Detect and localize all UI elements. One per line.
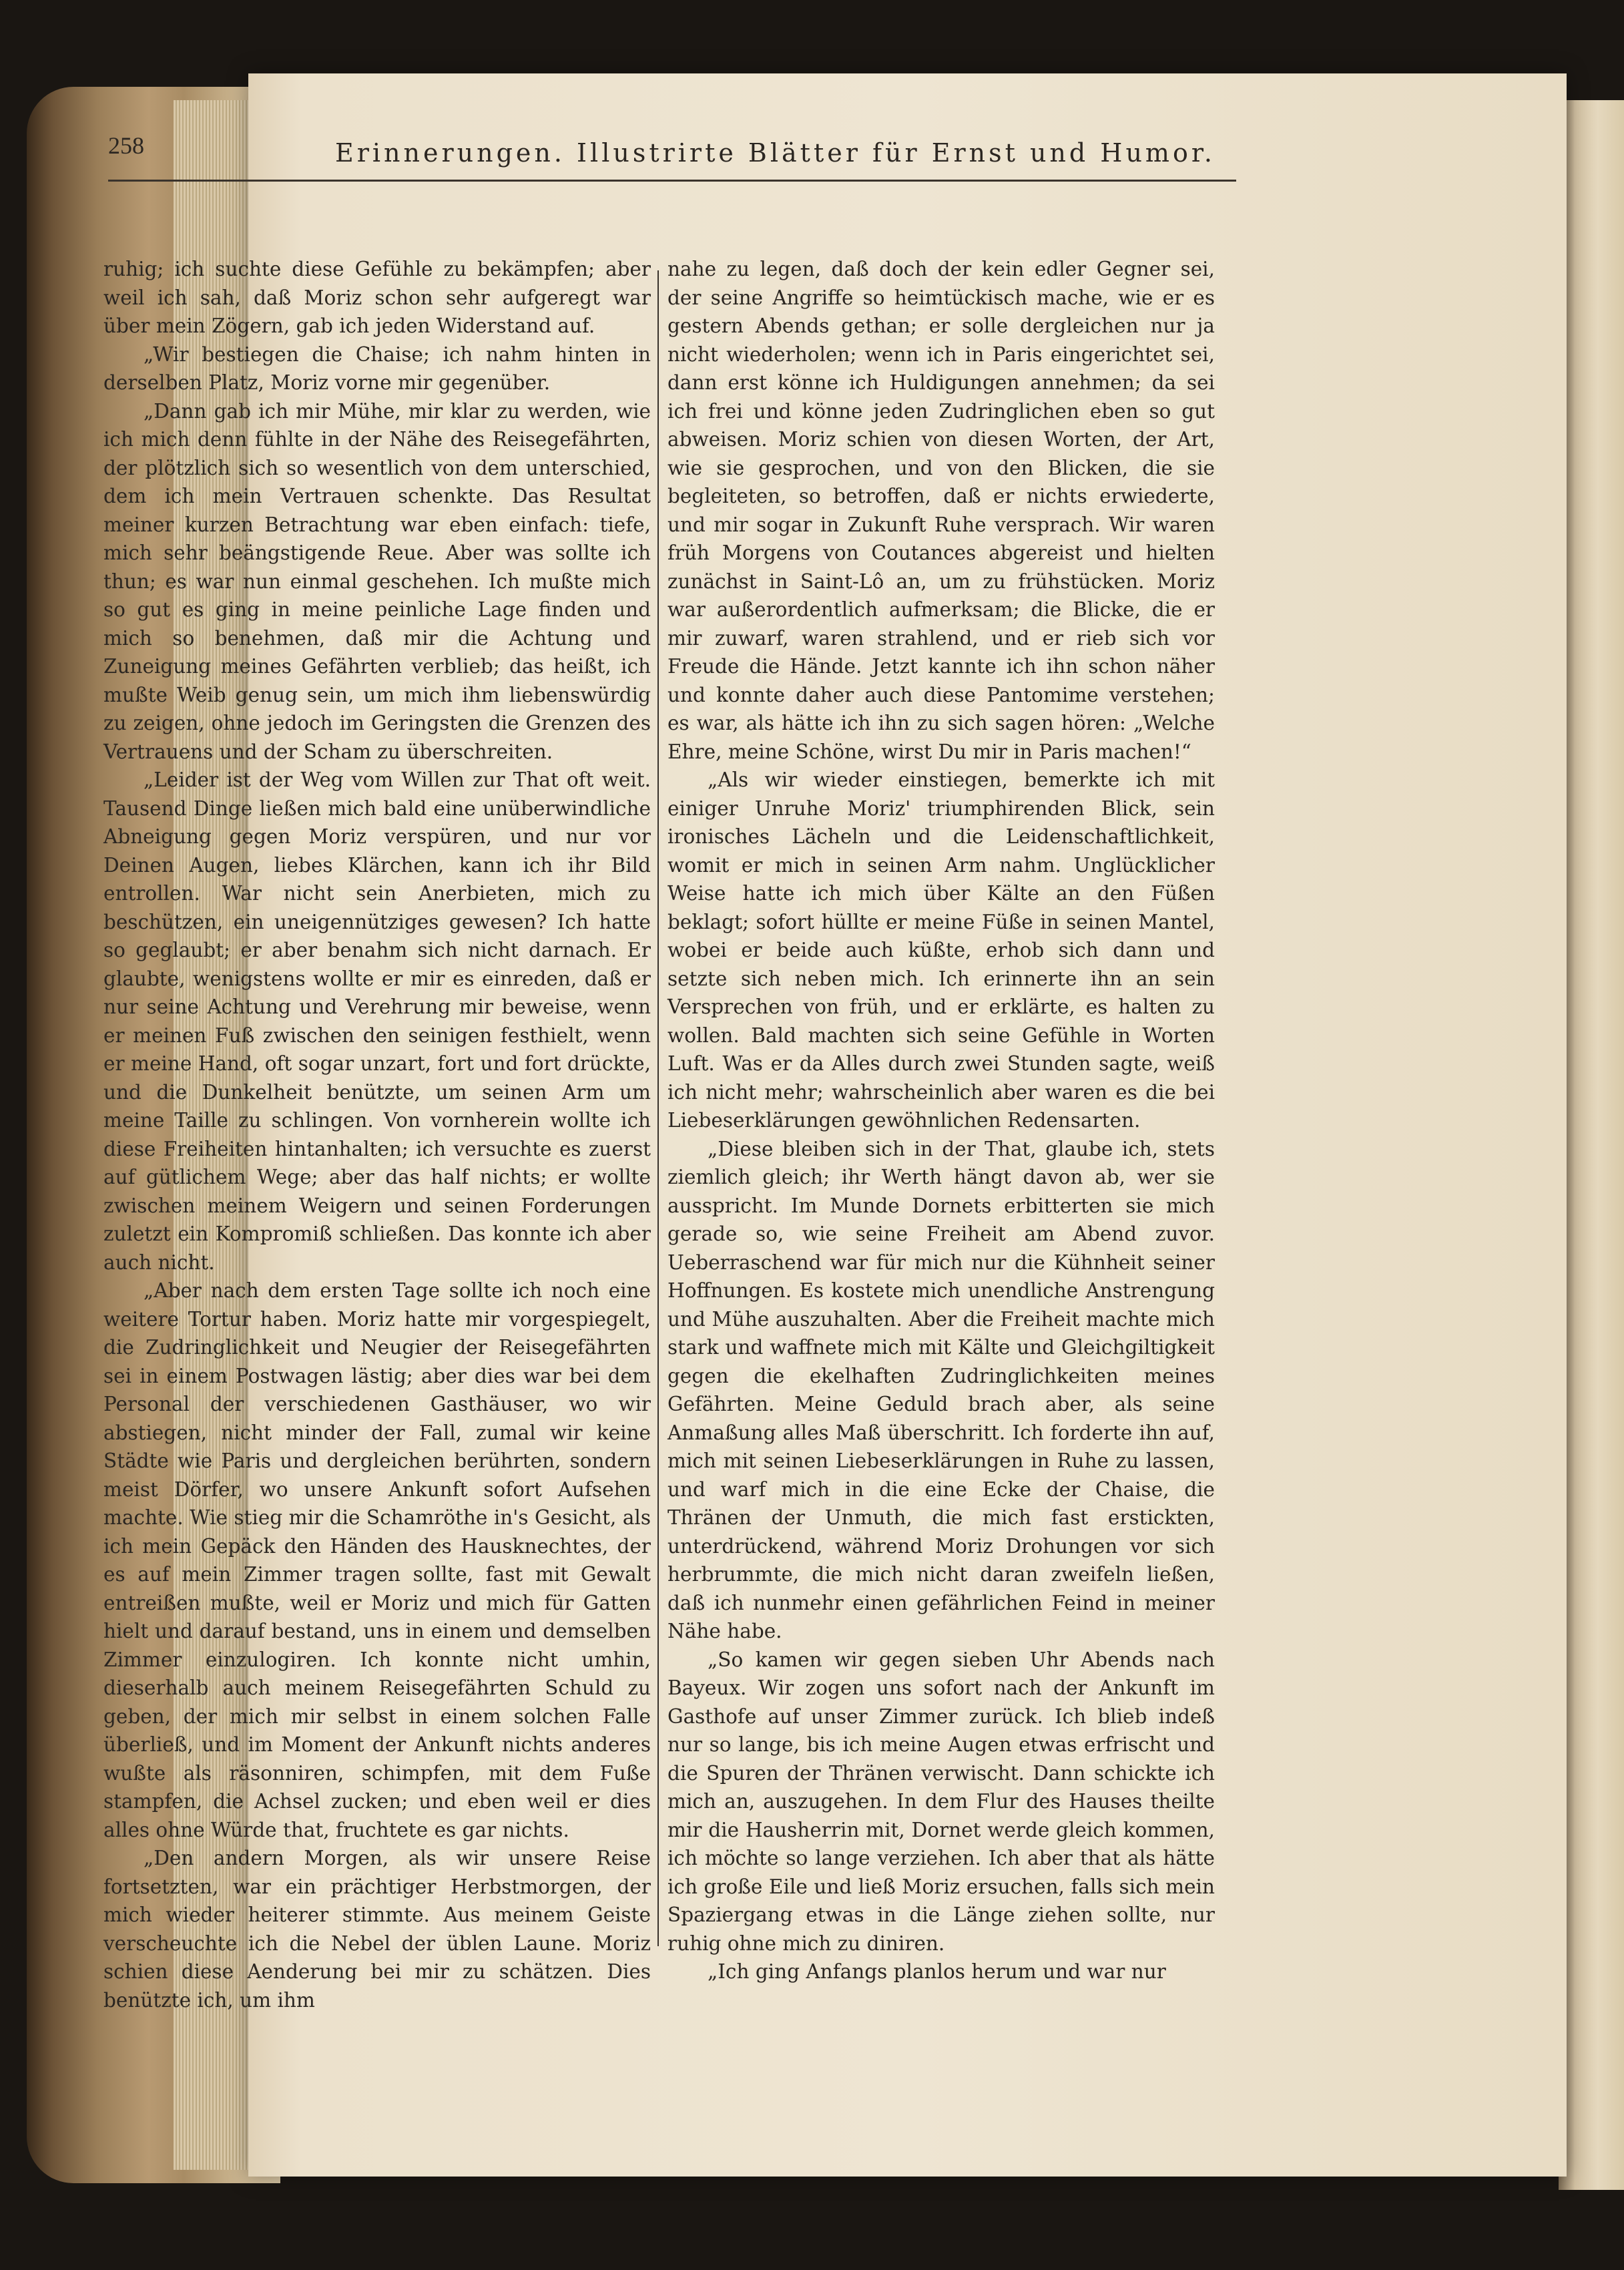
paragraph: „Diese bleiben sich in der That, glaube ich, stets ziemlich gleich; ihr Werth hängt davon ab, wer sie ausspricht. Im Munde Dornets erbitterten sie mich gerade so, wie seine Freiheit am Abend zuvor. Ueberraschend war für mich nur die Kühnheit seiner Hoffnungen. Es kostete mich unendliche Anstrengung und Mühe auszuhalten. Aber die Freiheit machte mich stark und waffnete mich mit Kälte und Gleichgiltigkeit gegen die ekelhaften Zudringlichkeiten meines Gefährten. Meine Geduld brach aber, als seine Anmaßung alles Maß überschritt. Ich forderte ihn auf, mich mit seinen Liebeserklärungen in Ruhe zu lassen, und warf mich in die eine Ecke der Chaise, die Thränen der Unmuth, die mich fast erstickten, unterdrückend, während Moriz Drohungen vor sich herbrummte, die mich nicht daran zweifeln ließen, daß ich nunmehr einen gefährlichen Feind in meiner Nähe habe. [667, 1137, 1215, 1642]
paragraph: ruhig; ich suchte diese Gefühle zu bekämpfen; aber weil ich sah, daß Moriz schon sehr aufgeregt war über mein Zögern, gab ich jeden Widerstand auf. [103, 258, 651, 337]
paragraph: „Als wir wieder einstiegen, bemerkte ich mit einiger Unruhe Moriz' triumphirenden Blick, sein ironisches Lächeln und die Leidenschaftlichkeit, womit er mich in seinen Arm nahm. Unglücklicher Weise hatte ich mich über Kälte an den Füßen beklagt; sofort hüllte er meine Füße in seinen Mantel, wobei er beide auch küßte, erhob sich dann und setzte sich neben mich. Ich erinnerte ihn an sein Versprechen von früh, und er erklärte, es halten zu wollen. Bald machten sich seine Gefühle in Worten Luft. Was er da Alles durch zwei Stunden sagte, weiß ich nicht mehr; wahrscheinlich aber waren es die bei Liebeserklärungen gewöhnlichen Redensarten. [667, 768, 1215, 1132]
paragraph: „Wir bestiegen die Chaise; ich nahm hinten in derselben Platz, Moriz vorne mir gegenüber. [103, 343, 651, 394]
text-column-right [667, 255, 1215, 2024]
paragraph: „So kamen wir gegen sieben Uhr Abends nach Bayeux. Wir zogen uns sofort nach der Ankunft im Gasthofe auf unser Zimmer zurück. Ich blieb indeß nur so lange, bis ich meine Augen etwas erfrischt und die Spuren der Thränen verwischt. Dann schickte ich mich an, auszugehen. In dem Flur des Hauses theilte mir die Hausherrin mit, Dornet werde gleich kommen, ich möchte so lange verziehen. Ich aber that als hätte ich große Eile und ließ Moriz ersuchen, falls sich mein Spaziergang etwas in die Länge ziehen sollte, nur ruhig ohne mich zu diniren. [667, 1648, 1215, 1955]
column-divider [657, 270, 659, 1946]
paragraph: „Ich ging Anfangs planlos herum und war nur [708, 1960, 1166, 1983]
running-head: Erinnerungen. Illustrirte Blätter für Ernst und Humor. [335, 138, 1215, 168]
paragraph: „Dann gab ich mir Mühe, mir klar zu werden, wie ich mich denn fühlte in der Nähe des Reisegefährten, der plötzlich sich so wesentlich von dem unterschied, dem ich mein Vertrauen schenkte. Das Resultat meiner kurzen Betrachtung war eben einfach: tiefe, mich sehr beängstigende Reue. Aber was sollte ich thun; es war nun einmal geschehen. Ich mußte mich so gut es ging in meine peinliche Lage finden und mich so benehmen, daß mir die Achtung und Zuneigung meines Gefährten verblieb; das heißt, ich mußte Weib genug sein, um mich ihm liebenswürdig zu zeigen, ohne jedoch im Geringsten die Grenzen des Vertrauens und der Scham zu überschreiten. [103, 399, 651, 763]
page-number: 258 [108, 132, 144, 159]
header-rule [108, 180, 1236, 182]
paragraph: „Leider ist der Weg vom Willen zur That oft weit. Tausend Dinge ließen mich bald eine unüberwindliche Abneigung gegen Moriz verspüren, und nur vor Deinen Augen, liebes Klärchen, kann ich ihr Bild entrollen. War nicht sein Anerbieten, mich zu beschützen, ein uneigennütziges gewesen? Ich hatte so geglaubt; er aber benahm sich nicht darnach. Er glaubte, wenigstens wollte er mir es einreden, daß er nur seine Achtung und Verehrung mir beweise, wenn er meinen Fuß zwischen den seinigen festhielt, wenn er meine Hand, oft sogar unzart, fort und fort drückte, und die Dunkelheit benützte, um seinen Arm um meine Taille zu schlingen. Von vornherein wollte ich diese Freiheiten hintanhalten; ich versuchte es zuerst auf gütlichem Wege; aber das half nichts; er wollte zwischen meinem Weigern und seinen Forderungen zuletzt ein Kompromiß schließen. Das konnte ich aber auch nicht. [103, 768, 651, 1274]
facing-page-edge [1559, 100, 1624, 2190]
page-header [108, 124, 1236, 190]
paragraph: „Den andern Morgen, als wir unsere Reise fortsetzten, war ein prächtiger Herbstmorgen, der mich wieder heiterer stimmte. Aus meinem Geiste verscheuchte ich die Nebel der üblen Laune. Moriz schien diese Aenderung bei mir zu schätzen. Dies benützte ich, um ihm [103, 1847, 651, 2012]
paragraph: nahe zu legen, daß doch der kein edler Gegner sei, der seine Angriffe so heimtückisch mache, wie er es gestern Abends gethan; er solle dergleichen nur ja nicht wiederholen; wenn ich in Paris eingerichtet sei, dann erst könne ich Huldigungen annehmen; da sei ich frei und könne jeden Zudringlichen eben so gut abweisen. Moriz schien von diesen Worten, der Art, wie sie gesprochen, und von den Blicken, die sie begleiteten, so betroffen, daß er nichts erwiederte, und mir sogar in Zukunft Ruhe versprach. Wir waren früh Morgens von Coutances abgereist und hielten zunächst in Saint-Lô an, um zu frühstücken. Moriz war außerordentlich aufmerksam; die Blicke, die er mir zuwarf, waren strahlend, und er rieb sich vor Freude die Hände. Jetzt kannte ich ihn schon näher und konnte daher auch diese Pantomime verstehen; es war, als hätte ich ihn zu sich sagen hören: „Welche Ehre, meine Schöne, wirst Du mir in Paris machen!“ [667, 258, 1215, 763]
paragraph: „Aber nach dem ersten Tage sollte ich noch eine weitere Tortur haben. Moriz hatte mir vorgespiegelt, die Zudringlichkeit und Neugier der Reisegefährten sei in einem Postwagen lästig; aber dies war bei dem Personal der verschiedenen Gasthäuser, wo wir abstiegen, nicht minder der Fall, zumal wir keine Städte wie Paris und dergleichen berührten, sondern meist Dörfer, wo unsere Ankunft sofort Aufsehen machte. Wie stieg mir die Schamröthe in's Gesicht, als ich mein Gepäck den Händen des Hausknechtes, der es auf mein Zimmer tragen sollte, fast mit Gewalt entreißen mußte, weil er Moriz und mich für Gatten hielt und darauf bestand, uns in einem und demselben Zimmer einzulogiren. Ich konnte nicht umhin, dieserhalb auch meinem Reisegefährten Schuld zu geben, der mich mir selbst in einem solchen Falle überließ, und im Moment der Ankunft nichts anderes wußte als räsonniren, schimpfen, mit dem Fuße stampfen, die Achsel zucken; und eben weil er dies alles ohne Würde that, fruchtete es gar nichts. [103, 1279, 651, 1841]
text-column-left [103, 255, 651, 2024]
